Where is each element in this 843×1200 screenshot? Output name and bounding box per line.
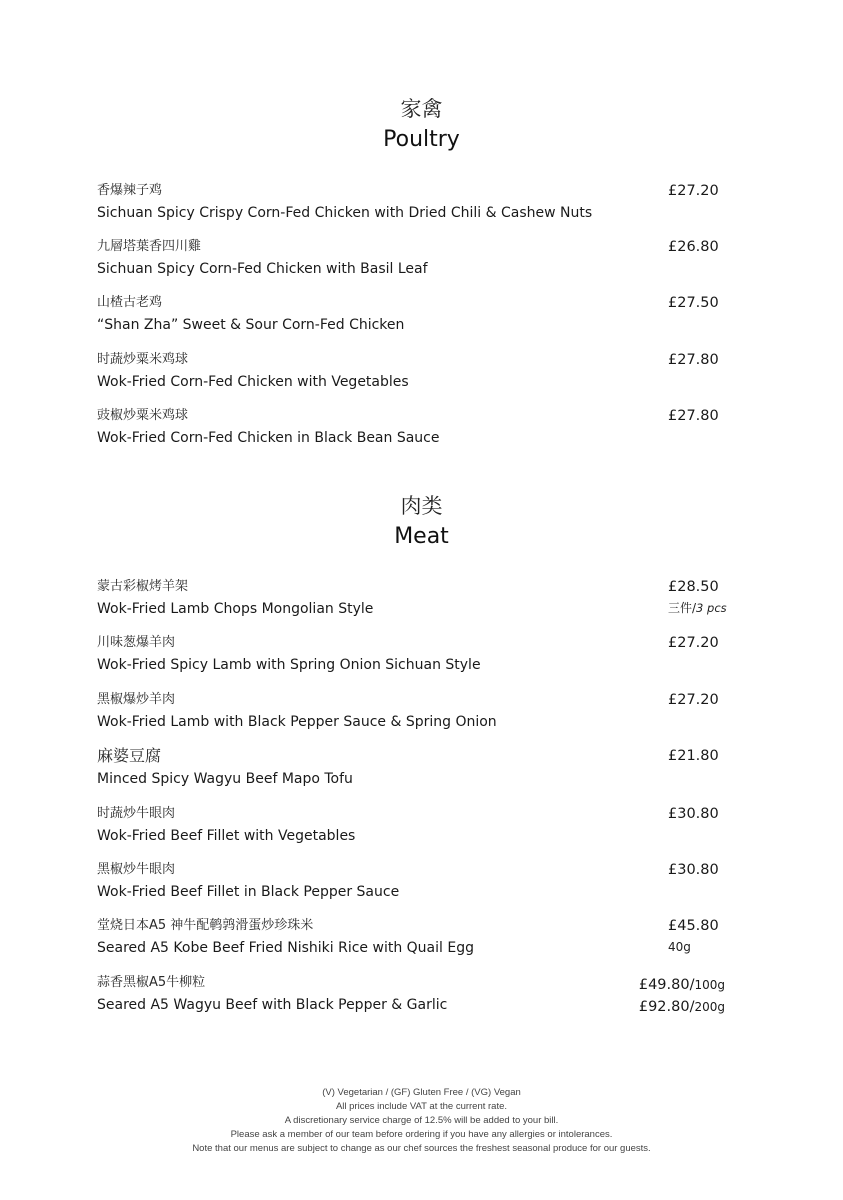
item-name-zh: 香爆辣子鸡 — [97, 183, 163, 198]
allergy-note: Please ask a member of our team before ordering if you have any allergies or intolerances. — [230, 1129, 613, 1140]
menu-item — [97, 691, 747, 739]
meat-heading — [0, 493, 843, 551]
dietary-legend: (V) Vegetarian / (GF) Gluten Free / (VG) Vegan — [322, 1087, 521, 1098]
vat-note: All prices include VAT at the current rate. — [335, 1101, 508, 1112]
price-100g: £49.80/ — [638, 977, 695, 993]
price-200g: £92.80/ — [638, 999, 695, 1015]
item-name-en: Wok-Fried Corn-Fed Chicken with Vegetables — [97, 374, 409, 390]
item-name-zh: 黑椒炒牛眼肉 — [97, 862, 176, 877]
item-price: £21.80 — [668, 748, 719, 764]
item-price: £26.80 — [668, 239, 719, 255]
item-price: £27.50 — [668, 295, 719, 311]
menu-item — [97, 746, 747, 794]
menu-item — [97, 805, 747, 853]
item-price: £28.50 — [668, 579, 719, 595]
item-name-zh: 时蔬炒牛眼肉 — [97, 806, 176, 821]
menu-item — [97, 634, 747, 682]
meat-title-zh: 肉类 — [400, 494, 443, 518]
item-price: £27.80 — [668, 408, 719, 424]
item-price: £30.80 — [668, 806, 719, 822]
menu-item — [97, 238, 747, 286]
item-name-en: Wok-Fried Spicy Lamb with Spring Onion Sichuan Style — [97, 657, 481, 673]
portion-note-zh: 三件/ — [668, 601, 697, 615]
item-name-en: Wok-Fried Corn-Fed Chicken in Black Bean Sauce — [97, 430, 440, 446]
item-price: £30.80 — [668, 862, 719, 878]
poultry-section — [0, 96, 843, 154]
menu-item — [97, 861, 747, 909]
item-portion-note: 40g — [668, 940, 691, 954]
menu-item — [97, 578, 747, 626]
item-name-zh: 山楂古老鸡 — [97, 295, 163, 310]
item-name-en: Wok-Fried Beef Fillet in Black Pepper Sauce — [97, 884, 400, 900]
portion-note-pcs: 3 pcs — [696, 601, 727, 615]
item-price: £27.20 — [668, 692, 719, 708]
price-option-100g — [639, 974, 725, 996]
unit-200g: 200g — [694, 1000, 725, 1014]
unit-100g: 100g — [694, 978, 725, 992]
item-price: £45.80 — [668, 918, 719, 934]
item-name-en: Wok-Fried Lamb with Black Pepper Sauce & Spring Onion — [97, 714, 497, 730]
item-name-zh: 黑椒爆炒羊肉 — [97, 692, 176, 707]
item-name-zh: 麻婆豆腐 — [97, 746, 162, 765]
item-name-en: Wok-Fried Beef Fillet with Vegetables — [97, 828, 356, 844]
menu-item — [97, 182, 747, 230]
item-portion-note — [668, 600, 727, 616]
item-name-en: Sichuan Spicy Crispy Corn-Fed Chicken with Dried Chili & Cashew Nuts — [97, 205, 593, 221]
item-name-zh: 九層塔葉香四川雞 — [97, 239, 202, 254]
item-name-zh: 堂烧日本A5 神牛配鹌鹑滑蛋炒珍珠米 — [97, 918, 314, 933]
item-price: £27.80 — [668, 352, 719, 368]
menu-item — [97, 407, 747, 455]
menu-change-note: Note that our menus are subject to change as our chef sources the freshest seasonal produce for our guests. — [192, 1143, 651, 1154]
item-price: £27.20 — [668, 635, 719, 651]
item-name-en: “Shan Zha” Sweet & Sour Corn-Fed Chicken — [97, 317, 405, 333]
item-name-zh: 豉椒炒粟米鸡球 — [97, 408, 189, 423]
item-name-zh: 蒜香黑椒A5牛柳粒 — [97, 975, 206, 990]
poultry-title-zh: 家禽 — [400, 97, 443, 121]
item-price-options — [639, 974, 725, 1018]
item-name-en: Minced Spicy Wagyu Beef Mapo Tofu — [97, 771, 353, 787]
menu-item — [97, 351, 747, 399]
item-name-zh: 川味葱爆羊肉 — [97, 635, 176, 650]
meat-section — [0, 493, 843, 551]
item-price: £27.20 — [668, 183, 719, 199]
poultry-heading — [0, 96, 843, 154]
item-name-zh: 蒙古彩椒烤羊架 — [97, 579, 189, 594]
item-name-en: Seared A5 Wagyu Beef with Black Pepper & Garlic — [97, 997, 448, 1013]
item-name-en: Wok-Fried Lamb Chops Mongolian Style — [97, 601, 374, 617]
item-name-en: Seared A5 Kobe Beef Fried Nishiki Rice with Quail Egg — [97, 940, 474, 956]
menu-footer — [0, 1086, 843, 1156]
item-name-zh: 时蔬炒粟米鸡球 — [97, 352, 189, 367]
menu-item — [97, 294, 747, 342]
item-name-en: Sichuan Spicy Corn-Fed Chicken with Basil Leaf — [97, 261, 428, 277]
menu-item — [97, 917, 747, 965]
menu-item — [97, 974, 747, 1022]
meat-title-en: Meat — [394, 524, 449, 549]
service-charge-note: A discretionary service charge of 12.5% will be added to your bill. — [284, 1115, 559, 1126]
price-option-200g — [639, 996, 725, 1018]
poultry-title-en: Poultry — [383, 127, 460, 152]
